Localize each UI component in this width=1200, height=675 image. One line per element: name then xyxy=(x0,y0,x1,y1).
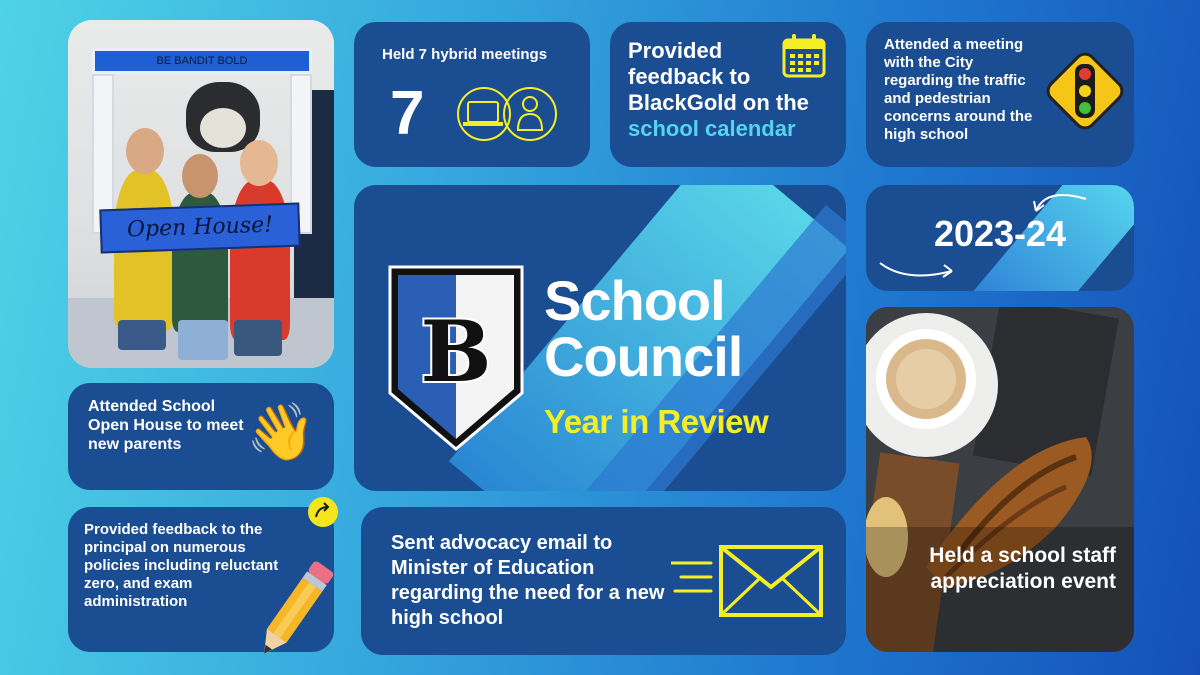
pencil-icon xyxy=(254,555,334,667)
open-house-photo xyxy=(68,20,334,368)
staff-appreciation-text: Held a school staff appreciation event xyxy=(929,544,1116,593)
hybrid-meetings-card xyxy=(354,22,590,167)
calendar-feedback-card xyxy=(610,22,846,167)
jeans-middle xyxy=(178,320,228,360)
principal-feedback-text: Provided feedback to the principal on numerous policies including reluctant zero, and exam administration xyxy=(84,521,279,610)
open-house-sign: Open House! xyxy=(99,203,300,254)
jeans-right xyxy=(234,320,282,356)
person-left-head xyxy=(126,128,164,174)
jeans-left xyxy=(118,320,166,350)
traffic-meeting-text: Attended a meeting with the City regarding the traffic and pedestrian concerns around the high school xyxy=(884,36,1033,143)
laptop-person-icon xyxy=(452,86,562,156)
principal-feedback-card xyxy=(68,507,334,652)
coffee-croissant-image xyxy=(866,307,1134,652)
envelope-icon xyxy=(671,541,831,621)
hero-title xyxy=(544,269,743,388)
advocacy-email-text: Sent advocacy email to Minister of Education regarding the need for a new high school xyxy=(391,532,665,629)
logo-letter: B xyxy=(420,302,492,401)
photo-frame-top: BE BANDIT BOLD xyxy=(92,48,312,74)
hybrid-meetings-label: Held 7 hybrid meetings xyxy=(382,46,548,63)
arrow-badge-icon xyxy=(308,497,338,527)
staff-appreciation-card xyxy=(866,307,1134,652)
hybrid-meetings-number: 7 xyxy=(390,79,425,148)
calendar-line-2: feedback to xyxy=(628,64,751,89)
school-year-text: 2023-24 xyxy=(933,213,1067,254)
waving-hand-icon: 👋 xyxy=(246,400,316,465)
mascot-face xyxy=(200,108,246,148)
calendar-line-1: Provided xyxy=(628,38,723,63)
advocacy-email-card xyxy=(361,507,846,655)
calendar-line-3: BlackGold on the xyxy=(628,90,809,115)
person-middle-head xyxy=(182,154,218,198)
school-year-card xyxy=(866,185,1134,291)
traffic-light-icon xyxy=(1042,48,1128,140)
traffic-meeting-card xyxy=(866,22,1134,167)
open-house-text: Attended School Open House to meet new parents xyxy=(88,398,244,453)
hero-subtitle: Year in Review xyxy=(544,403,769,440)
hero-title-line-2: Council xyxy=(544,325,743,388)
hero-title-line-1: School xyxy=(544,269,725,332)
school-council-hero xyxy=(354,185,846,491)
calendar-icon xyxy=(780,32,828,80)
calendar-highlight: school calendar xyxy=(628,116,796,141)
person-right-head xyxy=(240,140,278,186)
open-house-card xyxy=(68,383,334,490)
school-logo-shield-icon xyxy=(386,263,526,453)
